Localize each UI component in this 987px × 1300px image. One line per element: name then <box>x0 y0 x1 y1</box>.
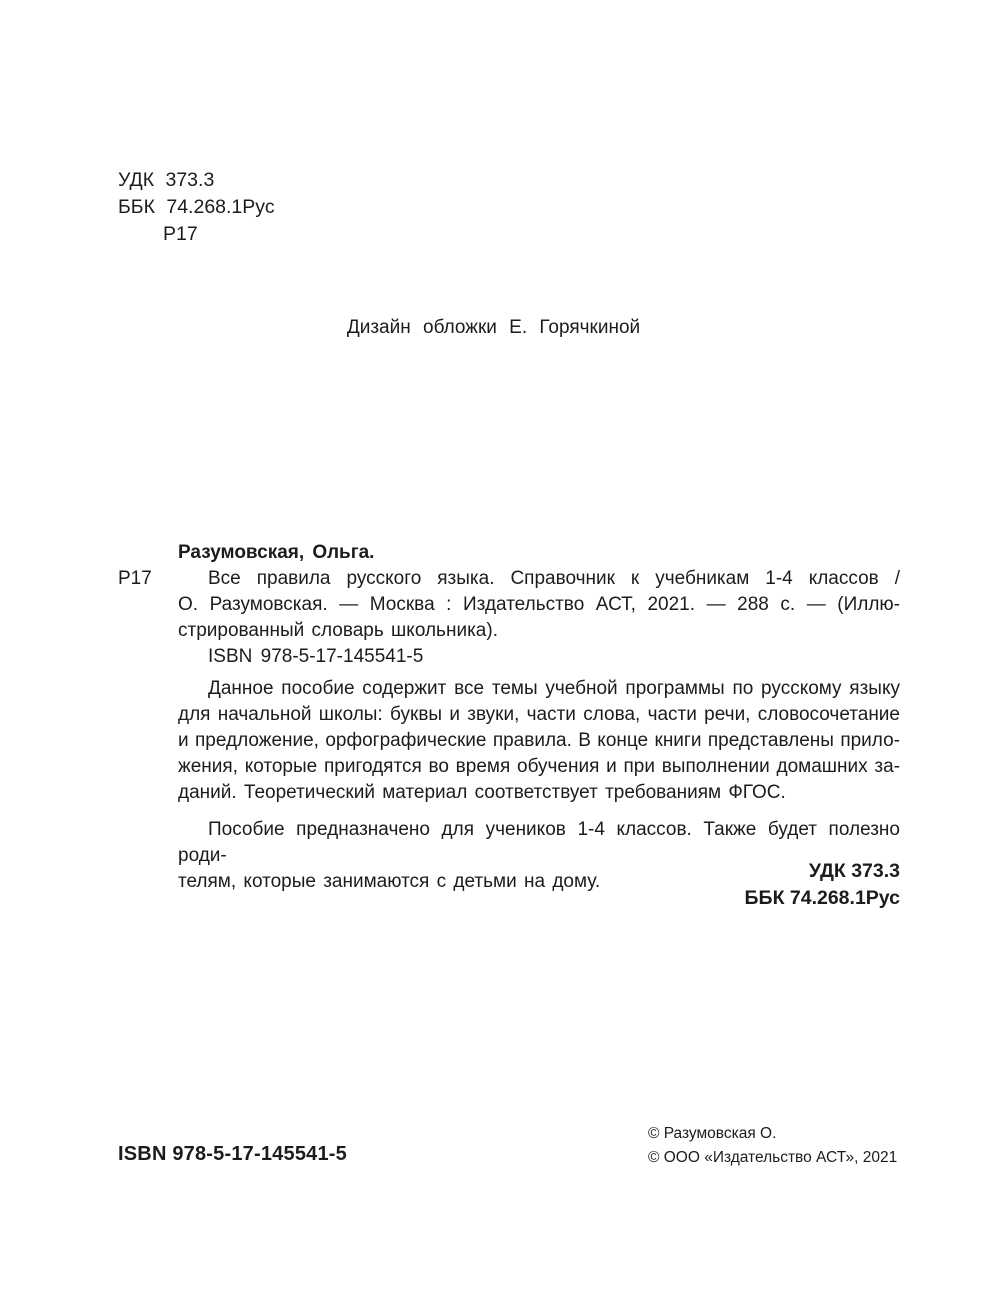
bibliographic-entry <box>118 566 900 644</box>
paragraph-line: для начальной школы: буквы и звуки, части слова, части речи, словосочетание <box>178 704 900 725</box>
author-name: Разумовская, Ольга. <box>178 542 375 563</box>
bbk-line: ББК 74.268.1Рус <box>118 196 275 218</box>
udk-bbk-block <box>118 167 275 248</box>
footer-isbn: ISBN 978-5-17-145541-5 <box>118 1143 347 1165</box>
book-code-line: Р17 <box>163 223 198 245</box>
bib-line: Все правила русского языка. Справочник к учебникам 1-4 классов / <box>208 568 900 589</box>
udk-right-line: УДК 373.3 <box>808 860 900 882</box>
udk-line: УДК 373.3 <box>118 169 215 191</box>
bbk-right-line: ББК 74.268.1Рус <box>744 887 900 909</box>
right-codes-block <box>745 858 900 912</box>
paragraph-line: Пособие предназначено для учеников 1-4 классов. Также будет полезно роди- <box>178 819 900 866</box>
copyright-author: © Разумовская О. <box>648 1125 777 1142</box>
paragraph-line: Данное пособие содержит все темы учебной программы по русскому языку <box>208 678 900 699</box>
bib-code: Р17 <box>118 568 152 589</box>
paragraph-line: и предложение, орфографические правила. В конце книги представлены прило- <box>178 730 900 751</box>
paragraph-line: даний. Теоретический материал соответствует требованиям ФГОС. <box>178 782 786 803</box>
bib-line: О. Разумовская. — Москва : Издательство АСТ, 2021. — 288 с. — (Иллю- <box>178 594 900 615</box>
paragraph-line: телям, которые занимаются с детьми на дому. <box>178 871 601 892</box>
bib-line: стрированный словарь школьника). <box>178 620 498 641</box>
paragraph-line: жения, которые пригодятся во время обучения и при выполнении домашних за- <box>178 756 900 777</box>
annotation-block <box>118 540 900 895</box>
annotation-paragraph-1 <box>178 676 900 806</box>
copyright-block <box>648 1122 897 1170</box>
copyright-publisher: © ООО «Издательство АСТ», 2021 <box>648 1149 898 1166</box>
design-credit: Дизайн обложки Е. Горячкиной <box>346 317 641 338</box>
isbn-line: ISBN 978-5-17-145541-5 <box>208 646 424 667</box>
